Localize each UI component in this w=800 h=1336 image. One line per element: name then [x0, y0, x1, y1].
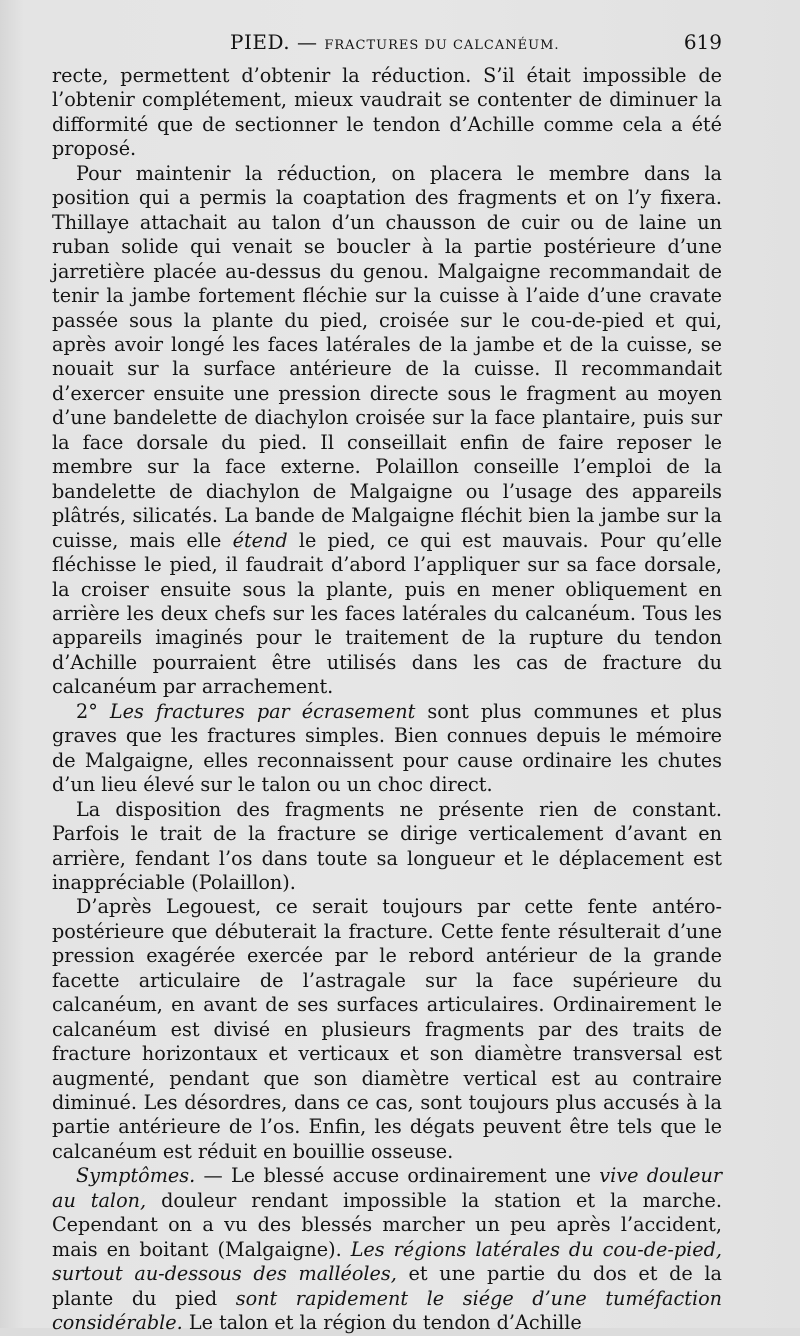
- italic-text: sont rapidement le siége d’une tuméfaction considérable.: [52, 1286, 722, 1335]
- running-title-main: PIED. —: [230, 30, 318, 54]
- text-run: sont plus communes et plus graves que les fractures simples. Bien connues depuis le mémoire de Malgaigne, elles reconnaissent pour cause ordinaire les chutes d’un lieu élevé sur le talon ou un choc direct.: [52, 699, 722, 797]
- paragraph-4: [52, 798, 722, 896]
- text-run: Le talon et la région du tendon d’Achille: [182, 1311, 582, 1335]
- text-run: recte, permettent d’obtenir la réduction. S’il était impossible de l’obtenir complétement, mieux vaudrait se contenter de diminuer la difformité que de sectionner le tendon d’Achille comme cela a été proposé.: [52, 64, 722, 161]
- italic-text: Les régions latérales du cou-de-pied, surtout au-dessous des malléoles,: [52, 1237, 722, 1286]
- paragraph-5: [52, 895, 722, 1164]
- italic-text: Symptômes.: [76, 1164, 196, 1188]
- text-run: douleur rendant impossible la station et la marche. Cependant on a vu des blessés marcher un peu après l’accident, mais en boitant (Malgaigne).: [52, 1188, 722, 1261]
- paragraph-2: [52, 162, 722, 700]
- text-run: Pour maintenir la réduction, on placera le membre dans la position qui a permis la coaptation des fragments et on l’y fixera. Thillaye attachait au talon d’un chausson de cuir ou de laine un ruban solide qui venait se boucler à la partie postérieure d’une jarretière placée au-dessus du genou. Malgaigne recommandait de tenir la jambe fortement fléchie sur la cuisse à l’aide d’une cravate passée sous la plante du pied, croisée sur le cou-de-pied et qui, après avoir longé les faces latérales de la jambe et de la cuisse, se nouait sur la surface antérieure de la cuisse. Il recommandait d’exercer ensuite une pression directe sous le fragment au moyen d’une bandelette de diachylon croisée sur la face plantaire, puis sur la face dorsale du pied. Il conseillait enfin de faire reposer le membre sur la face externe. Polaillon conseille l’emploi de la bandelette de diachylon de Malgaigne ou l’usage des appareils plâtrés, silicatés. La bande de Malgaigne fléchit bien la jambe sur la cuisse, mais elle: [52, 161, 722, 552]
- paragraph-6: [52, 1164, 722, 1335]
- paragraph-3: [52, 700, 722, 798]
- text-run: La disposition des fragments ne présente rien de constant. Parfois le trait de la fracture se dirige verticalement d’avant en arrière, fendant l’os dans toute sa longueur et le déplacement est inappréciable (Polaillon).: [52, 797, 722, 894]
- running-header: [52, 30, 722, 58]
- page-number: 619: [683, 30, 722, 54]
- text-run: le pied, ce qui est mauvais. Pour qu’elle fléchisse le pied, il faudrait d’abord l’appliquer sur sa face dorsale, la croiser ensuite sous la plante, puis en mener obliquement en arrière les deux chefs sur les faces latérales du calcanéum. Tous les appareils imaginés pour le traitement de la rupture du tendon d’Achille pourraient être utilisés dans les cas de fracture du calcanéum par arrachement.: [52, 528, 722, 699]
- text-run: et une partie du dos et de la plante du pied: [52, 1262, 723, 1310]
- text-body: [52, 64, 722, 1336]
- text-run: 2°: [76, 699, 110, 723]
- paragraph-1: [52, 64, 722, 162]
- italic-text: étend: [232, 528, 288, 552]
- text-run: — Le blessé accuse ordinairement une: [195, 1164, 600, 1188]
- italic-text: Les fractures par écrasement: [109, 699, 416, 723]
- italic-text: vive douleur au talon,: [52, 1164, 722, 1212]
- text-run: D’après Legouest, ce serait toujours par cette fente antéro-postérieure que débuterait la fracture. Cette fente résulterait d’une pression exagérée exercée par le rebord antérieur de la grande facette articulaire de l’astragale sur la face supérieure du calcanéum, en avant de ses surfaces articulaires. Ordinairement le calcanéum est divisé en plusieurs fragments par des traits de fracture horizontaux et verticaux et son diamètre transversal est augmenté, pendant que son diamètre vertical est au contraire diminué. Les désordres, dans ce cas, sont toujours plus accusés à la partie antérieure de l’os. Enfin, les dégats peuvent être tels que le calcanéum est réduit en bouillie osseuse.: [52, 895, 722, 1163]
- running-title: [230, 30, 560, 54]
- running-title-sub: FRACTURES DU CALCANÉUM.: [324, 38, 560, 53]
